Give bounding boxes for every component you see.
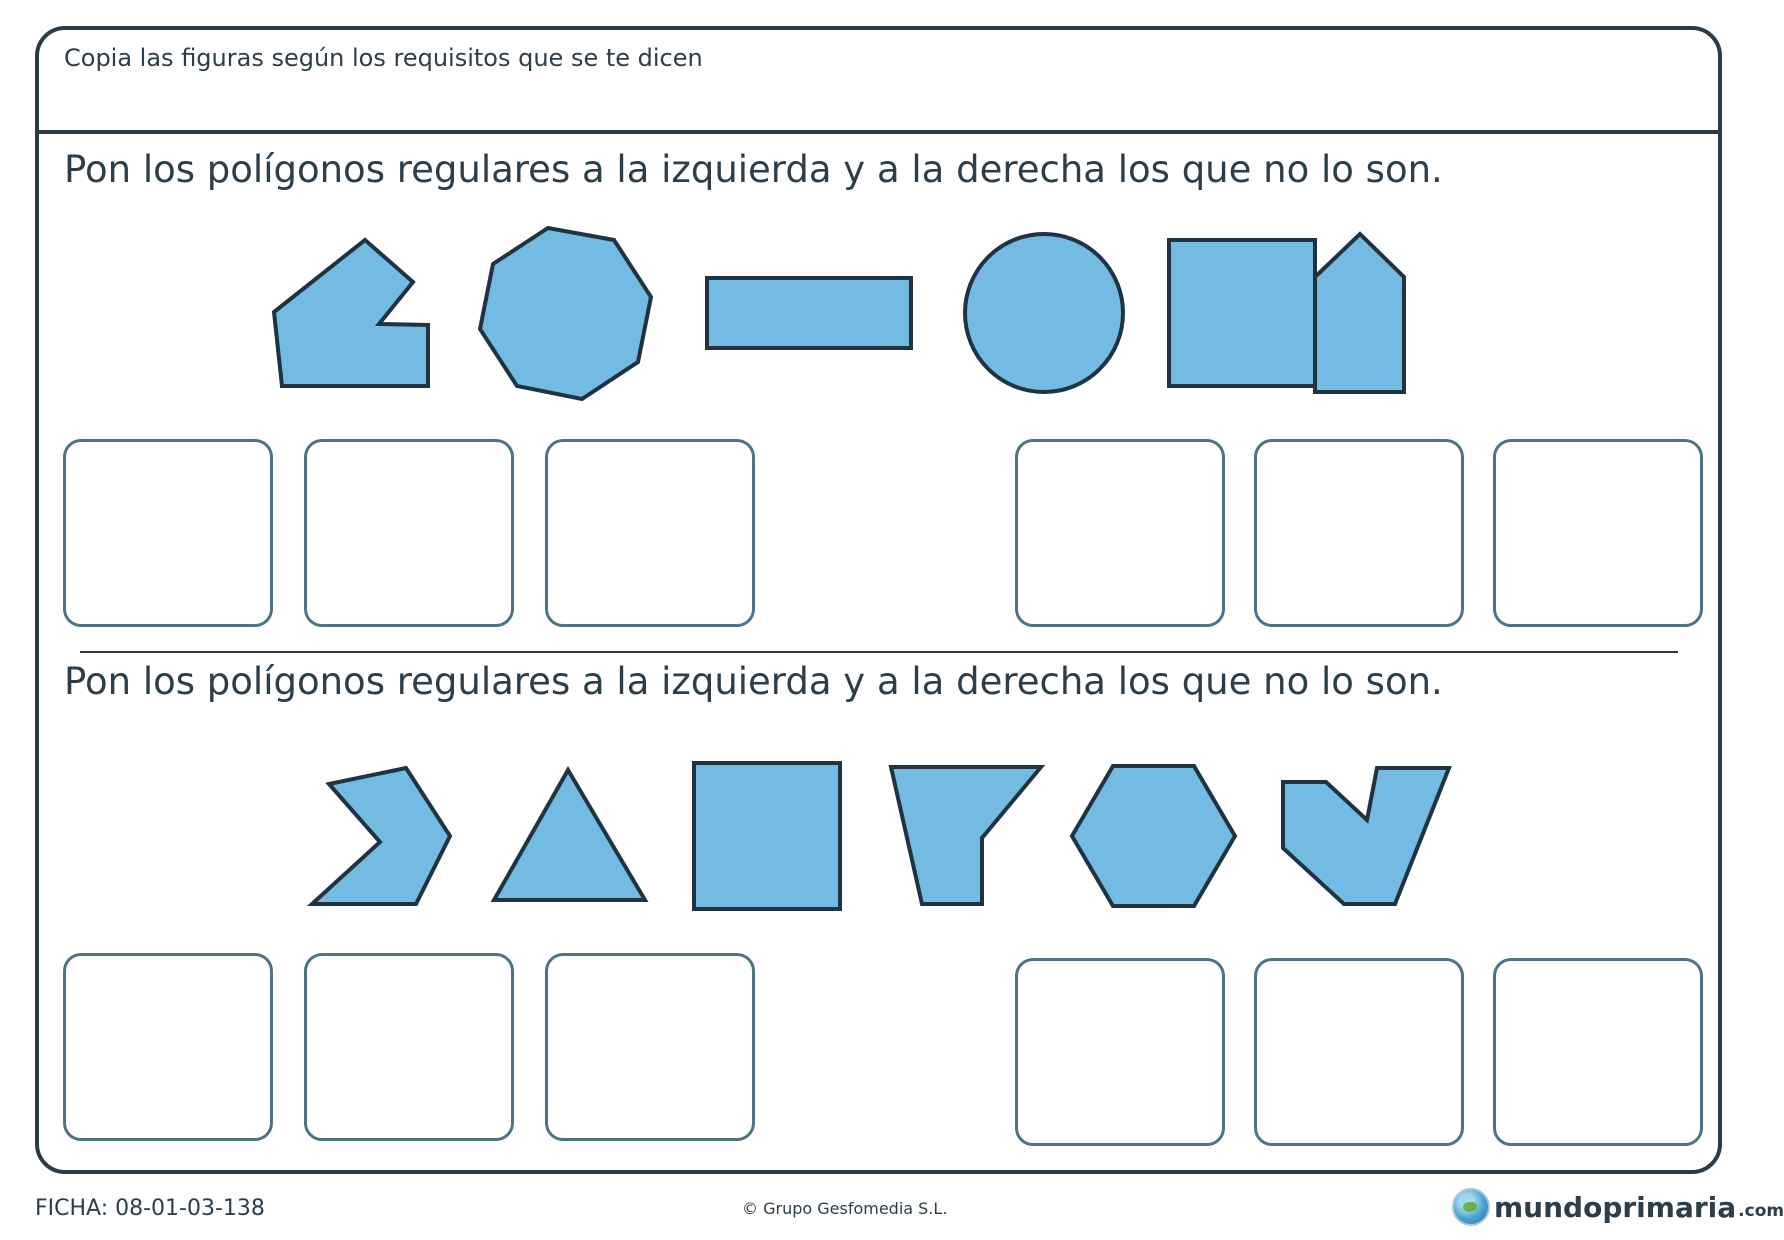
- answer-box-s2-3[interactable]: [545, 953, 755, 1141]
- brand-name: mundoprimaria: [1494, 1190, 1737, 1224]
- triangle-shape: [494, 770, 645, 900]
- hexagon-shape: [1072, 766, 1235, 906]
- answer-box-s1-3[interactable]: [545, 439, 755, 627]
- irregular-chevron-shape: [1283, 768, 1449, 904]
- instruction-text: Copia las figuras según los requisitos que se te dicen: [64, 44, 703, 72]
- circle-shape: [965, 234, 1123, 392]
- rectangle-shape: [707, 278, 911, 348]
- brand-logo-link[interactable]: [1452, 1188, 1784, 1226]
- answer-box-s1-5[interactable]: [1254, 439, 1464, 627]
- answer-box-s2-2[interactable]: [304, 953, 514, 1141]
- globe-icon: [1452, 1188, 1490, 1226]
- answer-box-s1-4[interactable]: [1015, 439, 1225, 627]
- question-2: Pon los polígonos regulares a la izquierda y a la derecha los que no lo son.: [64, 660, 1443, 703]
- question-1: Pon los polígonos regulares a la izquierda y a la derecha los que no lo son.: [64, 148, 1443, 191]
- answer-box-s2-1[interactable]: [63, 953, 273, 1141]
- copyright-text: © Grupo Gesfomedia S.L.: [742, 1199, 948, 1218]
- answer-box-s1-1[interactable]: [63, 439, 273, 627]
- house-pentagon-shape: [1315, 234, 1404, 392]
- worksheet-code: FICHA: 08-01-03-138: [35, 1196, 265, 1221]
- square-shape: [1169, 240, 1315, 386]
- answer-box-s1-2[interactable]: [304, 439, 514, 627]
- brand-tld: .com: [1738, 1201, 1784, 1221]
- answer-box-s2-4[interactable]: [1015, 958, 1225, 1146]
- irregular-pentagon-notch-shape: [274, 240, 428, 386]
- irregular-arrow-shape: [312, 768, 450, 904]
- answer-box-s2-6[interactable]: [1493, 958, 1703, 1146]
- nonagon-shape: [480, 228, 651, 399]
- square-shape-2: [694, 763, 840, 909]
- irregular-funnel-shape: [891, 767, 1041, 904]
- answer-box-s2-5[interactable]: [1254, 958, 1464, 1146]
- answer-box-s1-6[interactable]: [1493, 439, 1703, 627]
